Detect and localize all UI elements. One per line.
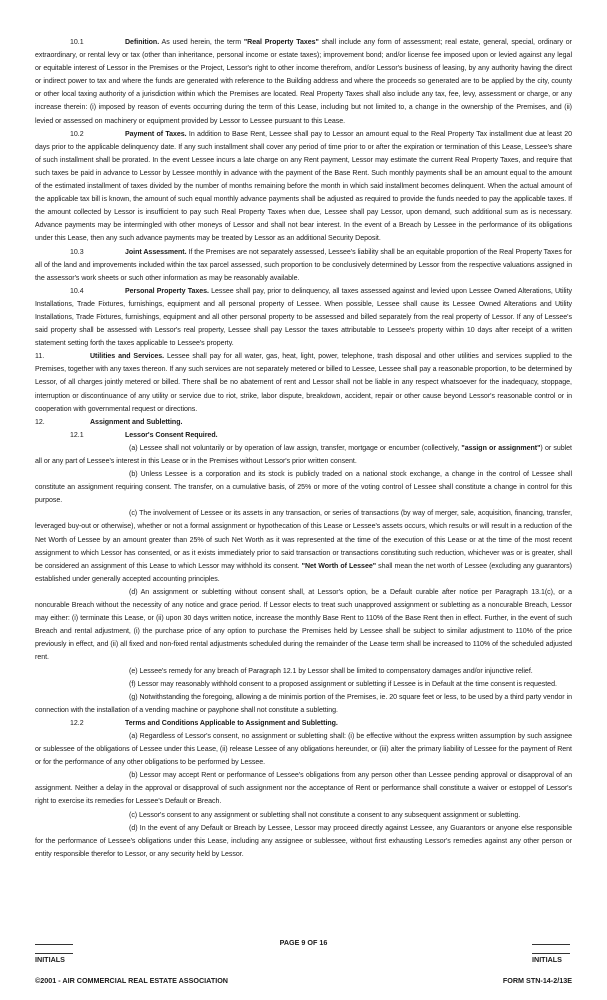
- clause-12-1-a: [35, 442, 572, 468]
- defined-term: "Net Worth of Lessee": [301, 562, 377, 570]
- section-heading: Terms and Conditions Applicable to Assignment and Subletting.: [125, 719, 338, 727]
- initials-label-right: INITIALS: [532, 955, 562, 964]
- page-number: PAGE 9 OF 16: [279, 938, 328, 947]
- initials-line-left-2[interactable]: [35, 953, 73, 954]
- section-text: Lessee shall pay for all water, gas, heat, light, power, telephone, trash disposal and other utilities and services supplied to the Premises, together with any taxes thereon. If any such services are not separately metered or billed to Lessee, Lessee shall pay a reasonable proportion, to be determined by Lessor, of all charges jointly metered or billed. There shall be no abatement of rent and Lessor shall not be liable in any respect whatsoever for the inadequacy, stoppage, interruption or discontinuance of any utility or service due to riot, strike, labor dispute, breakdown, accident, repair or other cause beyond Lessor's reasonable control or in cooperation with governmental request or directions.: [35, 353, 572, 413]
- defined-term: "assign or assignment": [461, 444, 541, 452]
- clause-text: (a) Lessee shall not voluntarily or by operation of law assign, transfer, mortgage or encumber (collectively,: [129, 444, 462, 452]
- initials-label-left: INITIALS: [35, 955, 65, 964]
- clause-12-1-f: (f) Lessor may reasonably withhold consent to a proposed assignment or subletting if Lessee is in Default at the time consent is requested.: [129, 680, 557, 688]
- section-heading: Personal Property Taxes.: [125, 287, 209, 295]
- section-10-3: [35, 246, 572, 285]
- section-12-2: [35, 717, 572, 730]
- clause-12-2-d: (d) In the event of any Default or Breach by Lessee, Lessor may proceed directly against Lessee, any Guarantors or anyone else responsible for the performance of Lessee's obligations under this Lease, including any assignee or sublessee, without first exhausting Lessor's remedies against any other person or entity responsible therefor to Lessor, or any security held by Lessor.: [35, 824, 572, 858]
- section-heading: Definition.: [125, 39, 160, 46]
- clause-12-1-g: (g) Notwithstanding the foregoing, allowing a de minimis portion of the Premises, ie. 20 square feet or less, to be used by a third party vendor in connection with the installation of a vending machine or payphone shall not constitute a subletting.: [35, 693, 572, 714]
- document-body: [35, 36, 572, 861]
- section-heading: Payment of Taxes.: [125, 130, 187, 138]
- section-heading: Lessor's Consent Required.: [125, 431, 218, 439]
- section-heading: Assignment and Subletting.: [90, 418, 183, 426]
- clause-12-1-c: [35, 507, 572, 586]
- copyright-notice: ©2001 - AIR COMMERCIAL REAL ESTATE ASSOCIATION: [35, 976, 228, 985]
- clause-text: shall mean the net worth of Lessee (excluding any guarantors) established under generally accepted accounting principles.: [35, 562, 572, 583]
- initials-line-right-2[interactable]: [532, 953, 570, 954]
- section-number: 12.: [35, 418, 45, 426]
- section-text: shall include any form of assessment; real estate, general, special, ordinary or extraordinary, or rental levy or tax (other than inheritance, personal income or estate taxes); improvement bond; and/or license fee imposed upon or levied against any legal or equitable interest of Lessor in the Premises or the Project, Lessor's right to other income therefrom, and/or Lessor's business of leasing, by any authority having the direct or indirect power to tax and where the funds are generated with reference to the Building address and where the proceeds so generated are to be applied by the city, county or other local taxing authority of a jurisdiction within which the Premises are located. Real Property Taxes shall also include any tax, fee, levy, assessment or charge, or any increase therein: (i) imposed by reason of events occurring during the term of this Lease, including but not limited to, a change in the ownership of the Premises, and (ii) levied or assessed on machinery or equipment provided by Lessor to Lessee pursuant to this Lease.: [35, 39, 572, 125]
- section-text: As used herein, the term: [159, 39, 244, 46]
- section-12: [35, 416, 572, 429]
- section-number: 10.2: [70, 130, 84, 138]
- section-11: [35, 350, 572, 415]
- clause-12-1-e: (e) Lessee's remedy for any breach of Paragraph 12.1 by Lessor shall be limited to compensatory damages and/or injunctive relief.: [129, 667, 533, 675]
- section-10-2: [35, 128, 572, 246]
- section-10-4: [35, 285, 572, 350]
- section-number: 12.1: [70, 431, 84, 439]
- section-12-1: [35, 429, 572, 442]
- section-heading: Joint Assessment.: [125, 248, 187, 256]
- section-number: 10.1: [70, 39, 84, 46]
- clause-text: ) or sublet all or any part of Lessee's interest in this Lease or in the Premises without Lessor's prior written consent.: [35, 444, 572, 465]
- section-number: 11.: [35, 353, 45, 361]
- section-number: 10.4: [70, 287, 84, 295]
- section-number: 10.3: [70, 248, 84, 256]
- clause-text: (c) The involvement of Lessee or its assets in any transaction, or series of transactions (by way of merger, sale, acquisition, financing, transfer, leveraged buy-out or otherwise), whether or not a formal assignment or hypothecation of this Lease or Lessee's assets occurs, which results or will result in a reduction of the Net Worth of Lessee by an amount greater than 25% of such Net Worth as it was represented at the time of the execution of this Lease or at the time of the most recent assignment to which Lessor has consented, or as it exists immediately prior to said transaction or transactions constituting such reduction, whichever was or is greater, shall be considered an assignment of this Lease to which Lessor may withhold its consent.: [35, 510, 572, 570]
- clause-12-2-c: (c) Lessor's consent to any assignment or subletting shall not constitute a consent to any subsequent assignment or subletting.: [129, 811, 521, 819]
- form-id: FORM STN-14-2/13E: [502, 976, 572, 985]
- section-text: Lessee shall pay, prior to delinquency, all taxes assessed against and levied upon Lessee Owned Alterations, Utility Installations, Trade Fixtures, furnishings, equipment and all personal property of Lessee. When possible, Lessee shall cause its Lessee Owned Alterations and Utility Installations, Trade Fixtures, furnishings, equipment and all other personal property to be assessed and billed separately from the real property of Lessor. If any of Lessee's said property shall be assessed with Lessor's real property, Lessee shall pay Lessor the taxes attributable to Lessee's property within 10 days after receipt of a written statement setting forth the taxes applicable to Lessee's property.: [35, 287, 572, 348]
- defined-term: "Real Property Taxes": [243, 39, 319, 46]
- section-text: In addition to Base Rent, Lessee shall pay to Lessor an amount equal to the Real Property Tax installment due at least 20 days prior to the applicable delinquency date. If any such installment shall cover any period of time prior to or after the expiration or termination of this Lease, Lessee's share of such installment shall be prorated. In the event Lessee incurs a late charge on any Rent payment, Lessor may estimate the current Real Property Taxes, and require that such taxes be paid in advance to Lessor by Lessee monthly in advance with the payment of the Base Rent. Such monthly payments shall be an amount equal to the amount of the estimated installment of taxes divided by the number of months remaining before the month in which said installment becomes delinquent. When the actual amount of the applicable tax bill is known, the amount of such equal monthly advance payments shall be adjusted as required to provide the funds needed to pay the applicable taxes. If the amount collected by Lessor is insufficient to pay such Real Property Taxes when due, Lessee shall pay Lessor, upon demand, such additional sum as is necessary. Advance payments may be intermingled with other moneys of Lessor and shall not bear interest. In the event of a Breach by Lessee in the performance of its obligations under this Lease, then any such advance payments may be treated by Lessor as an additional Security Deposit.: [35, 130, 572, 243]
- section-10-1: [35, 36, 572, 128]
- section-number: 12.2: [70, 719, 84, 727]
- clause-12-2-b: (b) Lessor may accept Rent or performance of Lessee's obligations from any person other than Lessee pending approval or disapproval of an assignment. Neither a delay in the approval or disapproval of such assignment nor the acceptance of Rent or performance shall constitute a waiver or estoppel of Lessor's right to exercise its remedies for Lessee's Default or Breach.: [35, 772, 572, 806]
- section-text: If the Premises are not separately assessed, Lessee's liability shall be an equitable proportion of the Real Property Taxes for all of the land and improvements included within the tax parcel assessed, such proportion to be conclusively determined by Lessor from the respective valuations assigned in the assessor's work sheets or such other information as may be reasonably available.: [35, 248, 572, 282]
- clause-12-2-a: (a) Regardless of Lessor's consent, no assignment or subletting shall: (i) be effective without the express written assumption by such assignee or sublessee of the obligations of Lessee under this Lease, (ii) release Lessee of any obligations hereunder, or (iii) alter the primary liability of Lessee for the payment of Rent or for the performance of any other obligations to be performed by Lessee.: [35, 732, 572, 767]
- clause-12-1-d: (d) An assignment or subletting without consent shall, at Lessor's option, be a Default curable after notice per Paragraph 13.1(c), or a noncurable Breach without the necessity of any notice and grace period. If Lessor elects to treat such unapproved assignment or subletting as a noncurable Breach, Lessor may either: (i) terminate this Lease, or (ii) upon 30 days written notice, increase the monthly Base Rent to 110% of the Base Rent then in effect. Further, in the event of such Breach and rental adjustment, (i) the purchase price of any option to purchase the Premises held by Lessee shall be subject to similar adjustment to 110% of the price previously in effect, and (ii) all fixed and non-fixed rental adjustments scheduled during the remainder of the Lease term shall be increased to 110% of the scheduled adjusted rent.: [35, 588, 572, 662]
- section-heading: Utilities and Services.: [90, 353, 165, 361]
- clause-12-1-b: (b) Unless Lessee is a corporation and its stock is publicly traded on a national stock exchange, a change in the control of Lessee shall constitute an assignment requiring consent. The transfer, on a cumulative basis, of 25% or more of the voting control of Lessee shall constitute a change in control for this purpose.: [35, 471, 572, 505]
